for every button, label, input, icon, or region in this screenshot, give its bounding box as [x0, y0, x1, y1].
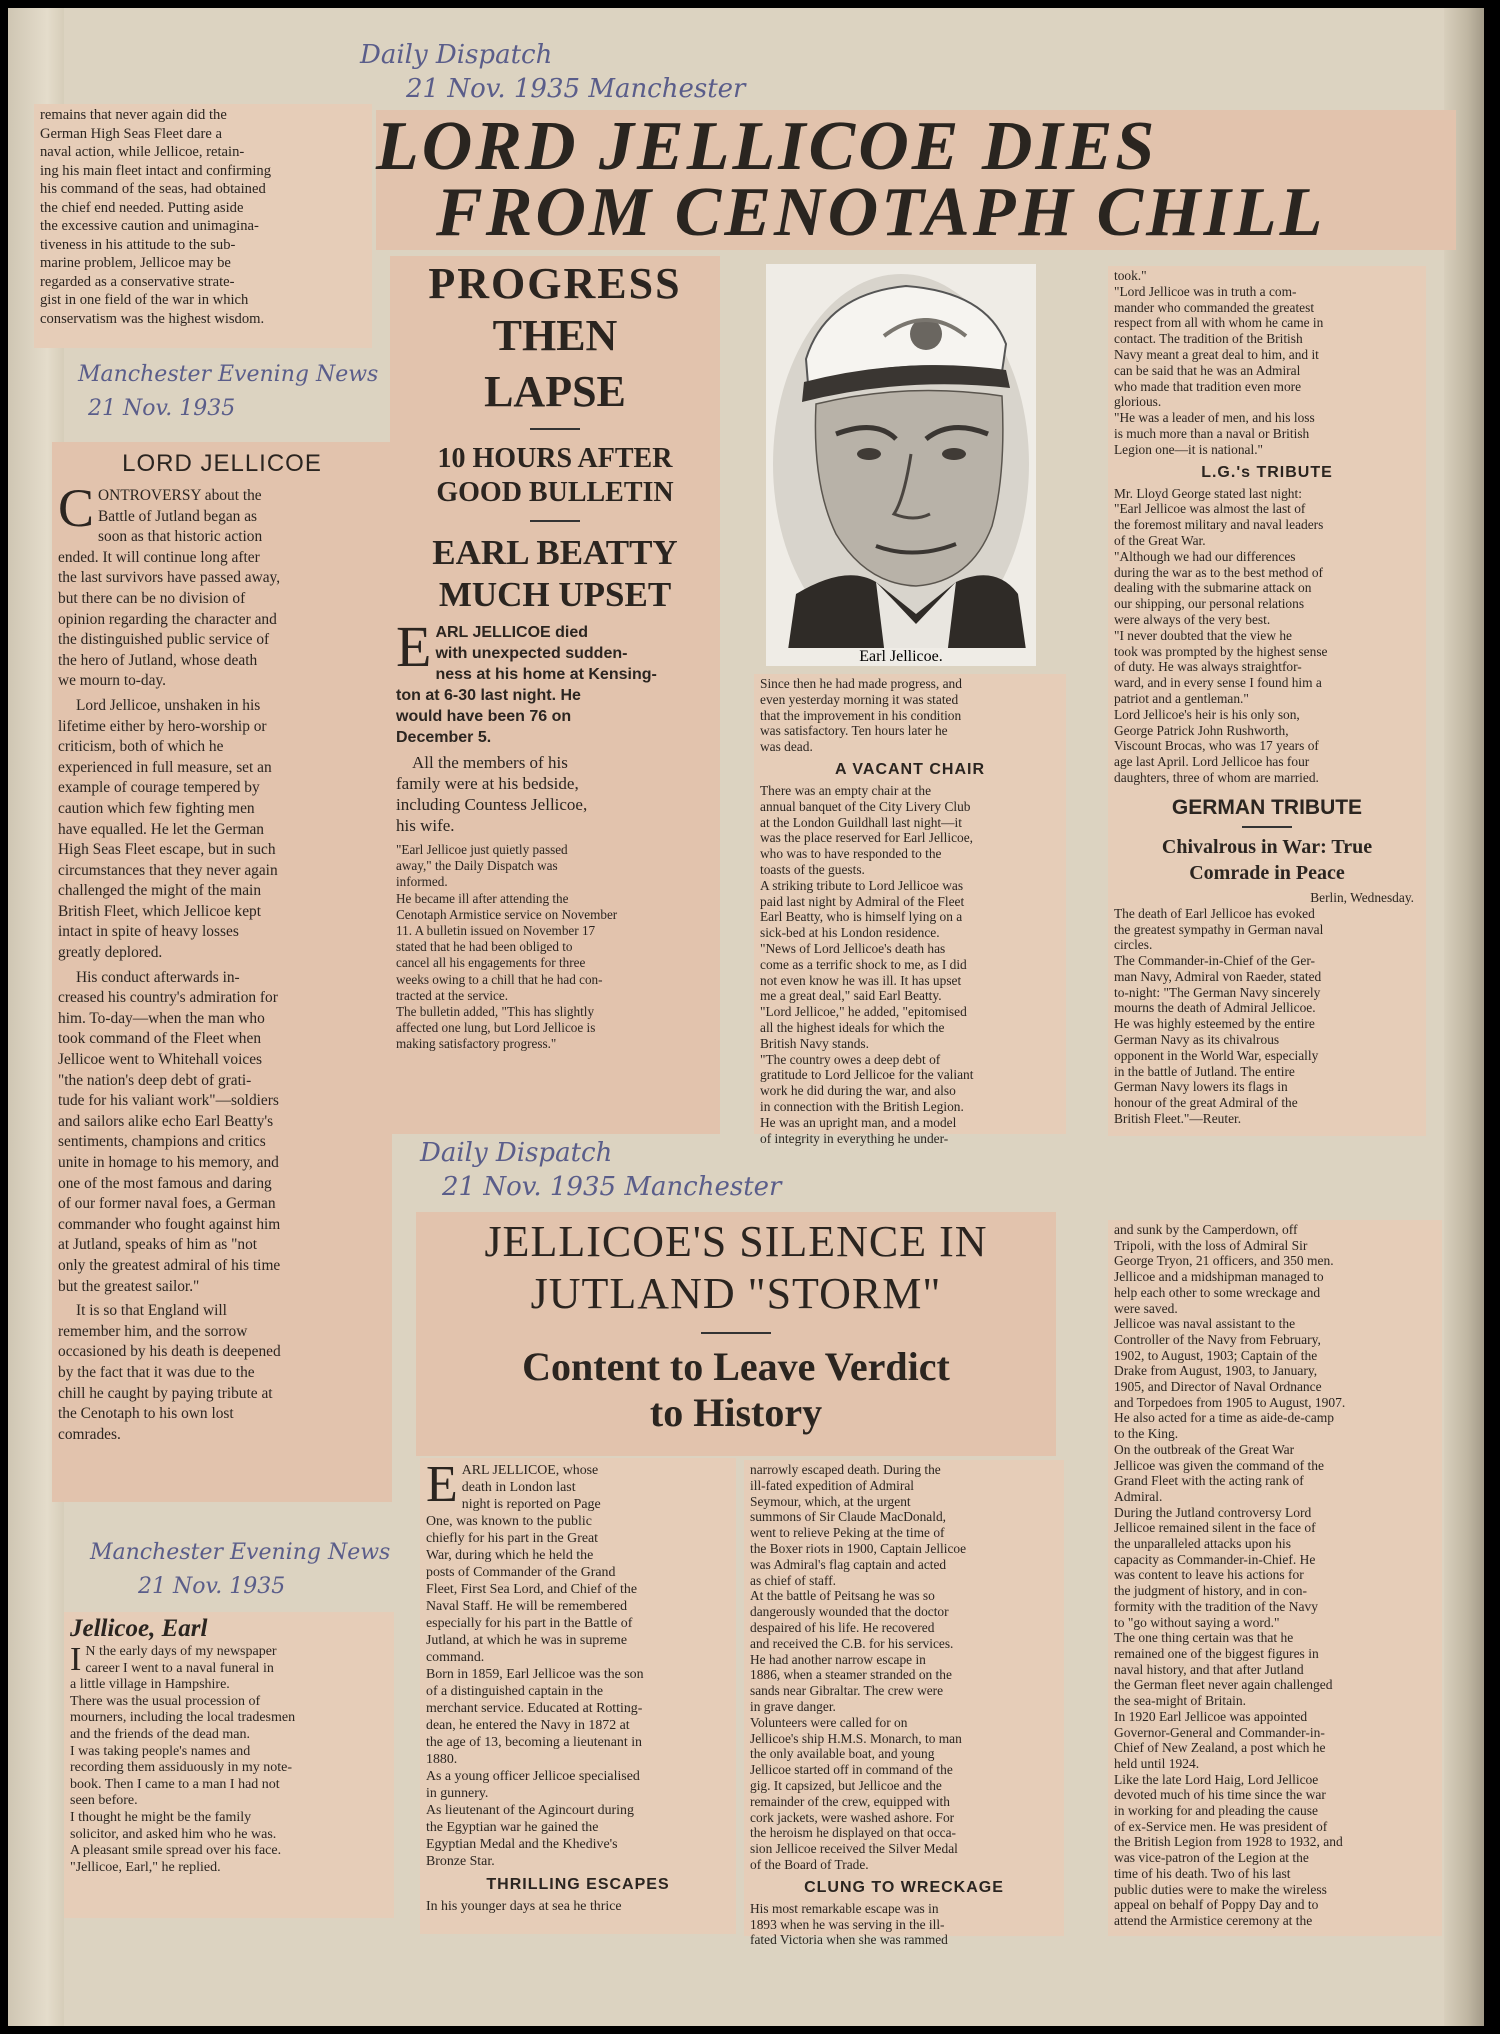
subhead-lg-tribute: L.G.'s TRIBUTE [1201, 463, 1333, 481]
clipping-vacant-chair-article [754, 674, 1066, 1146]
subhead-good-bulletin: GOOD BULLETIN [436, 477, 674, 508]
clipping-lord-jellicoe-article [52, 442, 392, 1502]
dropcap: E [426, 1456, 458, 1513]
divider [1242, 826, 1292, 828]
headline-silence-line-2: JUTLAND "STORM" [530, 1269, 942, 1318]
article-paragraph: Since then he had made progress, and even yesterday morning it was stated that the improvement in his condition was satisfactory. Ten hours later he was dead. [760, 676, 962, 755]
article-paragraph: His conduct afterwards in- creased his country's admiration for him. To-day—when the man who took command of the Fleet when Jellicoe went to Whitehall voices "the nation's deep debt of grati- tude for his valiant work"—soldiers and sailors alike echo Earl Beatty's sentiments, champions and critics unite in homage to his memory, and one of the most famous and daring of our former naval foes, a German commander who fought against him at Jutland, speaks of him as "not only the greatest admiral of his time but the greatest sailor." [58, 968, 281, 1295]
dropcap: I [70, 1641, 82, 1678]
subhead-clung-to-wreckage: CLUNG TO WRECKAGE [804, 1878, 1004, 1896]
headline-lapse: LAPSE [484, 367, 626, 416]
article-paragraph: It is so that England will remember him, and the sorrow occasioned by his death is deepened by the fact that it was due to the chill he caught by paying tribute at the Cenotaph to his own lost comrades. [58, 1302, 281, 1443]
article-paragraph: "Earl Jellicoe just quietly passed away," the Daily Dispatch was informed. He became ill after attending the Cenotaph Armistice service on November 11. A bulletin issued on November 17 stated that he had been obliged to cancel all his engagements for three weeks owing to a chill that he had con- tracted at the service. The bulletin added, "This has slightly affected one lung, but Lord Jellicoe is making satisfactory progress." [396, 842, 618, 1052]
clipping-progress-article [390, 256, 720, 1134]
headline-silence-line-1: JELLICOE'S SILENCE IN [484, 1217, 988, 1266]
article-text: remains that never again did the German High Seas Fleet dare a naval action, while Jellicoe, retain- ing his main fleet intact and confirming his command of the seas, had obtained the chief end needed. Putting aside the excessive caution and unimagina- tiveness in his attitude to the sub- marine problem, Jellicoe may be regarded as a conservative strate- gist in one field of the war in which conservatism was the highest wisdom. [40, 107, 272, 327]
article-paragraph: narrowly escaped death. During the ill-fated expedition of Admiral Seymour, which, at the urgent summons of Sir Claude MacDonald, went to relieve Peking at the time of the Boxer riots in 1900, Captain Jellicoe was Admiral's flag captain and acted as chief of staff. At the battle of Peitsang he was so dangerously wounded that the doctor despaired of his life. He recovered and received the C.B. for his services. He had another narrow escape in 1886, when a steamer stranded on the sands near Gibraltar. The crew were in grave danger. Volunteers were called for on Jellicoe's ship H.M.S. Monarch, to man the only available boat, and young Jellicoe started off in command of the gig. It capsized, but Jellicoe and the remainder of the crew, equipped with cork jackets, were washed ashore. For the heroism he displayed on that occa- sion Jellicoe received the Silver Medal of the Board of Trade. [750, 1462, 967, 1872]
article-paragraph: ARL JELLICOE, whose death in London last night is reported on Page One, was known to the public chiefly for his part in the Great War, during which he held the posts of Commander of the Grand Fleet, First Sea Lord, and Chief of the Naval Staff. He will be remembered especially for his part in the Battle of Jutland, at which he was in supreme command. Born in 1859, Earl Jellicoe was the son of a distinguished captain in the merchant service. Educated at Rotting- dean, he entered the Navy in 1872 at the age of 13, becoming a lieutenant in 1880. As a young officer Jellicoe specialised in gunnery. As lieutenant of the Agincourt during the Egyptian war he gained the Egyptian Medal and the Khedive's Bronze Star. [426, 1463, 644, 1869]
article-paragraph: Lord Jellicoe, unshaken in his lifetime either by hero-worship or criticism, both of which he experienced in full measure, set an example of courage tempered by caution which few fighting men have equalled. He let the German High Seas Fleet escape, but in such circumstances that they never again challenged the might of the main British Fleet, which Jellicoe kept intact in spite of heavy losses greatly deplored. [58, 696, 278, 962]
article-paragraph: Mr. Lloyd George stated last night: "Earl Jellicoe was almost the last of the foremost military and naval leaders of the Great War. "Although we had our differences during the war as to the best method of dealing with the submarine attack on our shipping, our personal relations were always of the very best. "I never doubted that the view he took was prompted by the highest sense of duty. He was always straightfor- ward, and in every sense I found him a patriot and a gentleman." Lord Jellicoe's heir is his only son, George Patrick John Rushworth, Viscount Brocas, who was 17 years of age last April. Lord Jellicoe has four daughters, three of whom are married. [1114, 485, 1328, 785]
handwritten-note-line: 21 Nov. 1935 Manchester [442, 1172, 782, 1202]
subhead-much-upset: MUCH UPSET [438, 575, 672, 614]
headline-line-2: FROM CENOTAPH CHILL [436, 174, 1326, 251]
handwritten-note-line: Manchester Evening News [90, 1540, 391, 1565]
dropcap: C [58, 478, 95, 538]
divider [530, 520, 580, 522]
subhead-content-to-leave: Content to Leave Verdict [522, 1344, 950, 1389]
album-page-edge [1444, 8, 1484, 2026]
subhead-10-hours: 10 HOURS AFTER [437, 443, 673, 474]
handwritten-note-line: 21 Nov. 1935 [138, 1574, 286, 1599]
subhead-comrade: Comrade in Peace [1189, 861, 1345, 884]
dateline: Berlin, Wednesday. [1310, 889, 1414, 905]
scrapbook-page [8, 8, 1484, 2026]
article-title: LORD JELLICOE [122, 450, 322, 477]
subhead-thrilling-escapes: THRILLING ESCAPES [486, 1876, 670, 1893]
headline-line-1: LORD JELLICOE DIES [376, 108, 1158, 185]
clipping-tributes-article [1108, 266, 1426, 1136]
subhead-german-tribute: GERMAN TRIBUTE [1171, 795, 1363, 819]
divider [701, 1332, 771, 1334]
article-paragraph: and sunk by the Camperdown, off Tripoli, with the loss of Admiral Sir George Tryon, 21 officers, and 350 men. Jellicoe and a midshipman managed to help each other to some wreckage and were saved. Jellicoe was naval assistant to the Controller of the Navy from February, 1902, to August, 1903; Captain of the Drake from August, 1903, to January, 1905, and Director of Naval Ordnance and Torpedoes from 1905 to August, 1907. He also acted for a time as aide-de-camp to the King. On the outbreak of the Great War Jellicoe was given the command of the Grand Fleet with the acting rank of Admiral. During the Jutland controversy Lord Jellicoe remained silent in the face of the unparalleled attacks upon his capacity as Commander-in-Chief. He was content to leave his actions for the judgment of history, and in con- formity with the tradition of the Navy to "go without saying a word." The one thing certain was that he remained one of the biggest figures in naval history, and that after Jutland the German fleet never again challenged the sea-might of Britain. In 1920 Earl Jellicoe was appointed Governor-General and Commander-in- Chief of New Zealand, a post which he held until 1924. Like the late Lord Haig, Lord Jellicoe devoted much of his time since the war in working for and pleading the cause of ex-Service men. He was president of the British Legion from 1928 to 1932, and was vice-patron of the Legion at the time of his death. Two of his last public duties were to make the wireless appeal on behalf of Poppy Day and to attend the Armistice ceremony at the [1114, 1222, 1346, 1928]
clipping-jutland-fragment [34, 104, 372, 348]
dropcap: E [396, 614, 432, 679]
article-paragraph: N the early days of my newspaper career I went to a naval funeral in a little village in Hampshire. There was the usual procession of mourners, including the local tradesmen and the friends of the dead man. I was taking people's names and recording them assiduously in my note- book. Then I came to a man I had not seen before. I thought he might be the family solicitor, and asked him who he was. A pleasant smile spread over his face. "Jellicoe, Earl," he replied. [70, 1644, 296, 1875]
handwritten-note-line: 21 Nov. 1935 [88, 396, 236, 421]
photo-caption: Earl Jellicoe. [766, 648, 1036, 666]
article-paragraph: There was an empty chair at the annual banquet of the City Livery Club at the London Guildhall last night—it was the place reserved for Earl Jellicoe, who was to have responded to the toasts of the guests. A striking tribute to Lord Jellicoe was paid last night by Admiral of the Fleet Earl Beatty, who is himself lying on a sick-bed at his London residence. "News of Lord Jellicoe's death has come as a terrific shock to me, as I did not even know he was ill. It has upset me a great deal," said Earl Beatty. "Lord Jellicoe," he added, "epitomised all the highest ideals for which the British Navy stands. "The country owes a deep debt of gratitude to Lord Jellicoe for the valiant work he did during the war, and also in connection with the British Legion. He was an upright man, and a model of integrity in everything he under- [760, 782, 974, 1146]
portrait-image [766, 264, 1036, 664]
clipping-silence-col-2 [744, 1460, 1064, 1948]
handwritten-note-line: Daily Dispatch [420, 1138, 613, 1168]
subhead-chivalrous: Chivalrous in War: True [1161, 835, 1373, 858]
subhead-earl-beatty: EARL BEATTY [432, 533, 678, 572]
article-paragraph: His most remarkable escape was in 1893 when he was serving in the ill- fated Victoria when she was rammed [750, 1900, 948, 1948]
clipping-main-headline [376, 110, 1456, 250]
clipping-silence-col-3 [1108, 1220, 1442, 1936]
divider [530, 428, 580, 430]
clipping-jellicoe-earl [64, 1612, 394, 1918]
headline-progress: PROGRESS [428, 259, 682, 308]
handwritten-note-line: Manchester Evening News [78, 362, 379, 387]
handwritten-note-men-1 [78, 358, 378, 426]
handwritten-note-men-2 [90, 1536, 390, 1604]
handwritten-note-line: 21 Nov. 1935 Manchester [406, 74, 746, 104]
article-lead: ARL JELLICOE died with unexpected sudden- ness at his home at Kensing- ton at 6-30 last night. He would have been 76 on December 5. [396, 624, 657, 746]
article-paragraph: The death of Earl Jellicoe has evoked the greatest sympathy in German naval circles. The Commander-in-Chief of the Ger- man Navy, Admiral von Raeder, stated to-night: "The German Navy sincerely mourns the death of Admiral Jellicoe. He was highly esteemed by the entire German Navy as its chivalrous opponent in the World War, especially in the battle of Jutland. The entire German Navy lowers its flags in honour of the great Admiral of the British Fleet."—Reuter. [1114, 905, 1324, 1127]
clipping-silence-headline [416, 1212, 1056, 1456]
clipping-silence-col-1 [420, 1458, 736, 1934]
article-paragraph: All the members of his family were at his bedside, including Countess Jellicoe, his wife. [396, 753, 588, 835]
article-paragraph: took." "Lord Jellicoe was in truth a com- mander who commanded the greatest respect from all with whom he came in contact. The tradition of the British Navy meant a great deal to him, and it can be said that he was an Admiral who made that tradition even more glorious. "He was a leader of men, and his loss is much more than a naval or British Legion one—it is national." [1114, 268, 1324, 457]
handwritten-note-dispatch-top [360, 38, 746, 106]
article-title: Jellicoe, Earl [70, 1615, 208, 1642]
subhead-to-history: to History [649, 1390, 823, 1435]
headline-then: THEN [492, 311, 618, 360]
subhead-vacant-chair: A VACANT CHAIR [835, 760, 985, 778]
article-paragraph: ONTROVERSY about the Battle of Jutland began as soon as that historic action ended. It will continue long after the last survivors have passed away, but there can be no division of opinion regarding the character and the distinguished public service of the hero of Jutland, whose death we mourn to-day. [58, 487, 281, 690]
article-paragraph: In his younger days at sea he thrice [426, 1899, 622, 1914]
portrait-photo [766, 264, 1036, 664]
handwritten-note-line: Daily Dispatch [360, 40, 553, 70]
handwritten-note-dispatch-mid [420, 1136, 782, 1204]
